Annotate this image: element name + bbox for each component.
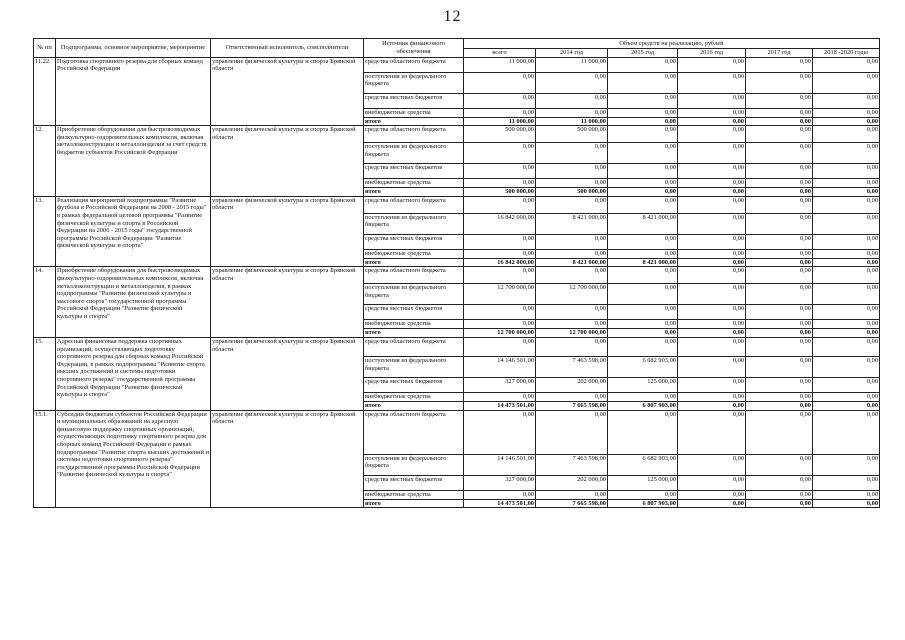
amount-cell: 0,00 <box>536 108 608 117</box>
executor: управление физической культуры и спорта Брянской области <box>211 57 364 126</box>
funding-source: итого <box>364 499 464 508</box>
amount-cell: 0,00 <box>746 196 813 213</box>
amount-cell: 0,00 <box>536 305 608 320</box>
amount-cell: 0,00 <box>678 179 746 188</box>
funding-source: средства местных бюджетов <box>364 377 464 392</box>
amount-cell: 0,00 <box>813 337 880 356</box>
amount-cell: 0,00 <box>813 401 880 410</box>
amount-cell: 0,00 <box>678 329 746 338</box>
amount-cell: 0,00 <box>746 475 813 490</box>
amount-cell: 11 000,00 <box>536 117 608 126</box>
amount-cell: 0,00 <box>464 320 536 329</box>
amount-cell: 6 682 903,00 <box>608 454 678 475</box>
amount-cell: 0,00 <box>608 196 678 213</box>
funding-source: поступления из федерального бюджета <box>364 143 464 164</box>
amount-cell: 0,00 <box>678 320 746 329</box>
amount-cell: 0,00 <box>678 401 746 410</box>
amount-cell: 0,00 <box>464 337 536 356</box>
funding-source: поступления из федерального бюджета <box>364 213 464 234</box>
amount-cell: 0,00 <box>746 284 813 305</box>
header-volume: Объем средств на реализацию, рублей <box>464 39 880 49</box>
amount-cell: 0,00 <box>813 356 880 377</box>
amount-cell: 0,00 <box>608 337 678 356</box>
funding-source: средства областного бюджета <box>364 126 464 143</box>
amount-cell: 0,00 <box>608 490 678 499</box>
amount-cell: 0,00 <box>746 267 813 284</box>
executor: управление физической культуры и спорта Брянской области <box>211 410 364 508</box>
amount-cell: 7 463 598,00 <box>536 454 608 475</box>
amount-cell: 0,00 <box>813 117 880 126</box>
amount-cell: 16 842 000,00 <box>464 258 536 267</box>
amount-cell: 0,00 <box>813 188 880 197</box>
amount-cell: 0,00 <box>608 234 678 249</box>
amount-cell: 0,00 <box>746 377 813 392</box>
funding-source: итого <box>364 401 464 410</box>
amount-cell: 0,00 <box>746 305 813 320</box>
amount-cell: 0,00 <box>608 108 678 117</box>
amount-cell: 7 463 598,00 <box>536 356 608 377</box>
amount-cell: 0,00 <box>746 410 813 454</box>
amount-cell: 0,00 <box>746 188 813 197</box>
amount-cell: 0,00 <box>678 117 746 126</box>
funding-source: итого <box>364 258 464 267</box>
amount-cell: 500 000,00 <box>464 188 536 197</box>
amount-cell: 0,00 <box>746 234 813 249</box>
amount-cell: 0,00 <box>464 164 536 179</box>
amount-cell: 0,00 <box>678 196 746 213</box>
amount-cell: 12 700 000,00 <box>464 284 536 305</box>
funding-source: итого <box>364 188 464 197</box>
amount-cell: 0,00 <box>813 305 880 320</box>
amount-cell: 7 665 598,00 <box>536 499 608 508</box>
funding-source: поступления из федерального бюджета <box>364 72 464 93</box>
table-body <box>34 57 880 508</box>
amount-cell: 0,00 <box>536 143 608 164</box>
amount-cell: 0,00 <box>813 72 880 93</box>
amount-cell: 8 421 000,00 <box>536 213 608 234</box>
funding-source: средства областного бюджета <box>364 337 464 356</box>
amount-cell: 0,00 <box>678 57 746 72</box>
header-no: № пп <box>34 39 56 58</box>
amount-cell: 11 000,00 <box>536 57 608 72</box>
header-year-2015: 2015 год <box>608 49 678 58</box>
amount-cell: 0,00 <box>536 249 608 258</box>
amount-cell: 0,00 <box>608 267 678 284</box>
amount-cell: 0,00 <box>813 143 880 164</box>
table-row <box>34 196 880 213</box>
amount-cell: 202 000,00 <box>536 377 608 392</box>
amount-cell: 0,00 <box>678 258 746 267</box>
amount-cell: 6 807 903,00 <box>608 499 678 508</box>
funding-source: поступления из федерального бюджета <box>364 356 464 377</box>
amount-cell: 0,00 <box>608 179 678 188</box>
amount-cell: 0,00 <box>746 57 813 72</box>
amount-cell: 0,00 <box>678 475 746 490</box>
table-row <box>34 126 880 143</box>
amount-cell: 0,00 <box>464 93 536 108</box>
amount-cell: 0,00 <box>678 305 746 320</box>
amount-cell: 0,00 <box>678 392 746 401</box>
funding-source: средства местных бюджетов <box>364 234 464 249</box>
amount-cell: 0,00 <box>746 179 813 188</box>
page-number: 12 <box>443 8 462 25</box>
amount-cell: 0,00 <box>813 284 880 305</box>
amount-cell: 0,00 <box>746 499 813 508</box>
header-year-2017: 2017 год <box>746 49 813 58</box>
funding-source: средства местных бюджетов <box>364 93 464 108</box>
amount-cell: 0,00 <box>464 143 536 164</box>
amount-cell: 0,00 <box>813 108 880 117</box>
funding-source: средства местных бюджетов <box>364 475 464 490</box>
amount-cell: 0,00 <box>746 108 813 117</box>
amount-cell: 0,00 <box>536 196 608 213</box>
item-number: 12. <box>34 126 56 197</box>
amount-cell: 0,00 <box>746 249 813 258</box>
amount-cell: 0,00 <box>813 234 880 249</box>
amount-cell: 0,00 <box>536 410 608 454</box>
amount-cell: 0,00 <box>678 267 746 284</box>
program-description: Субсидии бюджетам субъектов Российской Федерации и муниципальных образований на адресную финансовую поддержку спортивных организаций, осуществляющих подготовку спортивного резерва для сборных команд Российской Федерации в рамках подпрограммы "Развитие спорта высших достижений и системы подготовки спортивного резерва" государственной программы Российской Федерации "Развитие физической культуры и спорта" <box>56 410 211 508</box>
amount-cell: 0,00 <box>608 320 678 329</box>
amount-cell: 0,00 <box>608 284 678 305</box>
executor: управление физической культуры и спорта Брянской области <box>211 196 364 267</box>
amount-cell: 0,00 <box>813 213 880 234</box>
funding-source: внебюджетные средства <box>364 320 464 329</box>
amount-cell: 0,00 <box>608 57 678 72</box>
amount-cell: 0,00 <box>813 164 880 179</box>
amount-cell: 0,00 <box>746 320 813 329</box>
amount-cell: 0,00 <box>608 117 678 126</box>
amount-cell: 8 421 000,00 <box>536 258 608 267</box>
amount-cell: 0,00 <box>678 410 746 454</box>
amount-cell: 0,00 <box>813 249 880 258</box>
funding-source: внебюджетные средства <box>364 490 464 499</box>
executor: управление физической культуры и спорта Брянской области <box>211 267 364 338</box>
amount-cell: 0,00 <box>536 93 608 108</box>
header-source: Источник финансового обеспечения <box>364 39 464 58</box>
amount-cell: 14 473 501,00 <box>464 499 536 508</box>
amount-cell: 0,00 <box>678 213 746 234</box>
amount-cell: 0,00 <box>678 93 746 108</box>
amount-cell: 0,00 <box>813 490 880 499</box>
amount-cell: 6 807 903,00 <box>608 401 678 410</box>
amount-cell: 0,00 <box>813 93 880 108</box>
funding-source: средства областного бюджета <box>364 267 464 284</box>
amount-cell: 0,00 <box>746 164 813 179</box>
amount-cell: 0,00 <box>813 410 880 454</box>
amount-cell: 6 682 903,00 <box>608 356 678 377</box>
amount-cell: 500 000,00 <box>536 188 608 197</box>
funding-source: поступления из федерального бюджета <box>364 284 464 305</box>
amount-cell: 0,00 <box>678 126 746 143</box>
amount-cell: 0,00 <box>813 320 880 329</box>
item-number: 11.22. <box>34 57 56 126</box>
funding-source: средства областного бюджета <box>364 57 464 72</box>
funding-source: итого <box>364 117 464 126</box>
funding-source: итого <box>364 329 464 338</box>
amount-cell: 500 000,00 <box>536 126 608 143</box>
item-number: 15.1. <box>34 410 56 508</box>
program-description: Подготовка спортивного резерва для сборных команд Российской Федерации <box>56 57 211 126</box>
amount-cell: 0,00 <box>536 490 608 499</box>
table-row <box>34 410 880 454</box>
amount-cell: 0,00 <box>464 490 536 499</box>
header-program: Подпрограмма, основное мероприятие, мероприятие <box>56 39 211 58</box>
program-description: Адресная финансовая поддержка спортивных организаций, осуществляющих подготовку спортивного резерва для сборных команд Российской Федерации, в рамках подпрограммы "Развитие спорта высших достижений и системы подготовки спортивного резерва" государственной программы Российской Федерации "Развитие физической культуры и спорта" <box>56 337 211 410</box>
amount-cell: 14 473 501,00 <box>464 401 536 410</box>
item-number: 15. <box>34 337 56 410</box>
amount-cell: 0,00 <box>464 249 536 258</box>
amount-cell: 0,00 <box>608 93 678 108</box>
amount-cell: 0,00 <box>608 164 678 179</box>
amount-cell: 0,00 <box>813 267 880 284</box>
amount-cell: 500 000,00 <box>464 126 536 143</box>
amount-cell: 0,00 <box>678 377 746 392</box>
amount-cell: 0,00 <box>678 164 746 179</box>
amount-cell: 327 000,00 <box>464 377 536 392</box>
amount-cell: 0,00 <box>678 499 746 508</box>
header-executor: Ответственный исполнитель, соисполнители <box>211 39 364 58</box>
amount-cell: 0,00 <box>608 143 678 164</box>
amount-cell: 125 000,00 <box>608 475 678 490</box>
amount-cell: 0,00 <box>464 196 536 213</box>
amount-cell: 0,00 <box>464 410 536 454</box>
amount-cell: 0,00 <box>813 377 880 392</box>
amount-cell: 0,00 <box>536 320 608 329</box>
amount-cell: 0,00 <box>536 392 608 401</box>
amount-cell: 327 000,00 <box>464 475 536 490</box>
executor: управление физической культуры и спорта Брянской области <box>211 337 364 410</box>
amount-cell: 0,00 <box>678 454 746 475</box>
budget-table <box>33 38 880 508</box>
amount-cell: 0,00 <box>464 234 536 249</box>
amount-cell: 0,00 <box>746 401 813 410</box>
table-row <box>34 337 880 356</box>
amount-cell: 0,00 <box>536 179 608 188</box>
amount-cell: 125 000,00 <box>608 377 678 392</box>
amount-cell: 0,00 <box>813 126 880 143</box>
amount-cell: 0,00 <box>746 356 813 377</box>
amount-cell: 0,00 <box>746 490 813 499</box>
amount-cell: 0,00 <box>536 337 608 356</box>
amount-cell: 0,00 <box>813 499 880 508</box>
amount-cell: 0,00 <box>536 164 608 179</box>
amount-cell: 0,00 <box>746 454 813 475</box>
amount-cell: 0,00 <box>746 93 813 108</box>
amount-cell: 0,00 <box>746 329 813 338</box>
executor: управление физической культуры и спорта Брянской области <box>211 126 364 197</box>
header-year-2016: 2016 год <box>678 49 746 58</box>
table-row <box>34 267 880 284</box>
funding-source: средства областного бюджета <box>364 196 464 213</box>
amount-cell: 0,00 <box>608 392 678 401</box>
amount-cell: 11 000,00 <box>464 57 536 72</box>
program-description: Приобретение оборудования для быстровозводимых физкультурно-оздоровительных комплексов, включая металлоконструкции и металлоизделия, в рамках подпрограммы "Развитие физической культуры и массового спорта" государственной программы Российской Федерации "Развитие физической культуры и спорта" <box>56 267 211 338</box>
amount-cell: 7 665 598,00 <box>536 401 608 410</box>
amount-cell: 8 421 000,00 <box>608 258 678 267</box>
amount-cell: 0,00 <box>678 490 746 499</box>
amount-cell: 0,00 <box>746 72 813 93</box>
amount-cell: 0,00 <box>746 213 813 234</box>
amount-cell: 0,00 <box>536 72 608 93</box>
amount-cell: 0,00 <box>678 234 746 249</box>
amount-cell: 0,00 <box>608 126 678 143</box>
amount-cell: 0,00 <box>813 57 880 72</box>
amount-cell: 0,00 <box>464 305 536 320</box>
amount-cell: 0,00 <box>464 267 536 284</box>
amount-cell: 0,00 <box>608 329 678 338</box>
amount-cell: 0,00 <box>678 337 746 356</box>
amount-cell: 0,00 <box>746 392 813 401</box>
amount-cell: 0,00 <box>678 143 746 164</box>
amount-cell: 0,00 <box>813 475 880 490</box>
funding-source: внебюджетные средства <box>364 108 464 117</box>
amount-cell: 0,00 <box>464 72 536 93</box>
amount-cell: 0,00 <box>608 72 678 93</box>
amount-cell: 0,00 <box>678 108 746 117</box>
amount-cell: 0,00 <box>536 234 608 249</box>
table-row <box>34 57 880 72</box>
funding-source: внебюджетные средства <box>364 179 464 188</box>
amount-cell: 0,00 <box>813 179 880 188</box>
amount-cell: 0,00 <box>678 249 746 258</box>
amount-cell: 0,00 <box>608 249 678 258</box>
item-number: 14. <box>34 267 56 338</box>
amount-cell: 0,00 <box>608 305 678 320</box>
amount-cell: 0,00 <box>746 117 813 126</box>
item-number: 13. <box>34 196 56 267</box>
header-year-total: всего <box>464 49 536 58</box>
amount-cell: 14 146 501,00 <box>464 454 536 475</box>
program-description: Реализация мероприятий подпрограммы "Развитие футбола в Российской Федерации на 2008 - 2015 годы" в рамках федеральной целевой программы "Развитие физической культуры и спорта в Российской Федерации на 2006 - 2015 годы" государственной программы Российской Федерации "Развитие физической культуры и спорта" <box>56 196 211 267</box>
amount-cell: 0,00 <box>678 356 746 377</box>
amount-cell: 0,00 <box>746 126 813 143</box>
amount-cell: 0,00 <box>608 188 678 197</box>
amount-cell: 0,00 <box>746 337 813 356</box>
amount-cell: 202 000,00 <box>536 475 608 490</box>
amount-cell: 0,00 <box>813 258 880 267</box>
amount-cell: 0,00 <box>464 392 536 401</box>
amount-cell: 0,00 <box>678 284 746 305</box>
amount-cell: 0,00 <box>678 188 746 197</box>
amount-cell: 0,00 <box>746 143 813 164</box>
amount-cell: 8 421 000,00 <box>608 213 678 234</box>
header-year-2018-2020: 2018 -2020 годы <box>813 49 880 58</box>
amount-cell: 0,00 <box>813 392 880 401</box>
program-description: Приобретение оборудования для быстровозводимых физкультурно-оздоровительных комплексов, включая металлоконструкции и металлоизделия за счет средств бюджетов субъектов Российской Федерации <box>56 126 211 197</box>
amount-cell: 0,00 <box>746 258 813 267</box>
funding-source: средства областного бюджета <box>364 410 464 454</box>
amount-cell: 0,00 <box>678 72 746 93</box>
funding-source: внебюджетные средства <box>364 392 464 401</box>
amount-cell: 0,00 <box>536 267 608 284</box>
funding-source: внебюджетные средства <box>364 249 464 258</box>
amount-cell: 16 842 000,00 <box>464 213 536 234</box>
amount-cell: 12 700 000,00 <box>464 329 536 338</box>
funding-source: средства местных бюджетов <box>364 164 464 179</box>
funding-source: средства местных бюджетов <box>364 305 464 320</box>
amount-cell: 0,00 <box>813 454 880 475</box>
amount-cell: 11 000,00 <box>464 117 536 126</box>
amount-cell: 0,00 <box>813 196 880 213</box>
amount-cell: 0,00 <box>608 410 678 454</box>
amount-cell: 0,00 <box>464 108 536 117</box>
amount-cell: 12 700 000,00 <box>536 284 608 305</box>
amount-cell: 0,00 <box>813 329 880 338</box>
amount-cell: 14 146 501,00 <box>464 356 536 377</box>
amount-cell: 0,00 <box>464 179 536 188</box>
header-year-2014: 2014 год <box>536 49 608 58</box>
funding-source: поступления из федерального бюджета <box>364 454 464 475</box>
amount-cell: 12 700 000,00 <box>536 329 608 338</box>
